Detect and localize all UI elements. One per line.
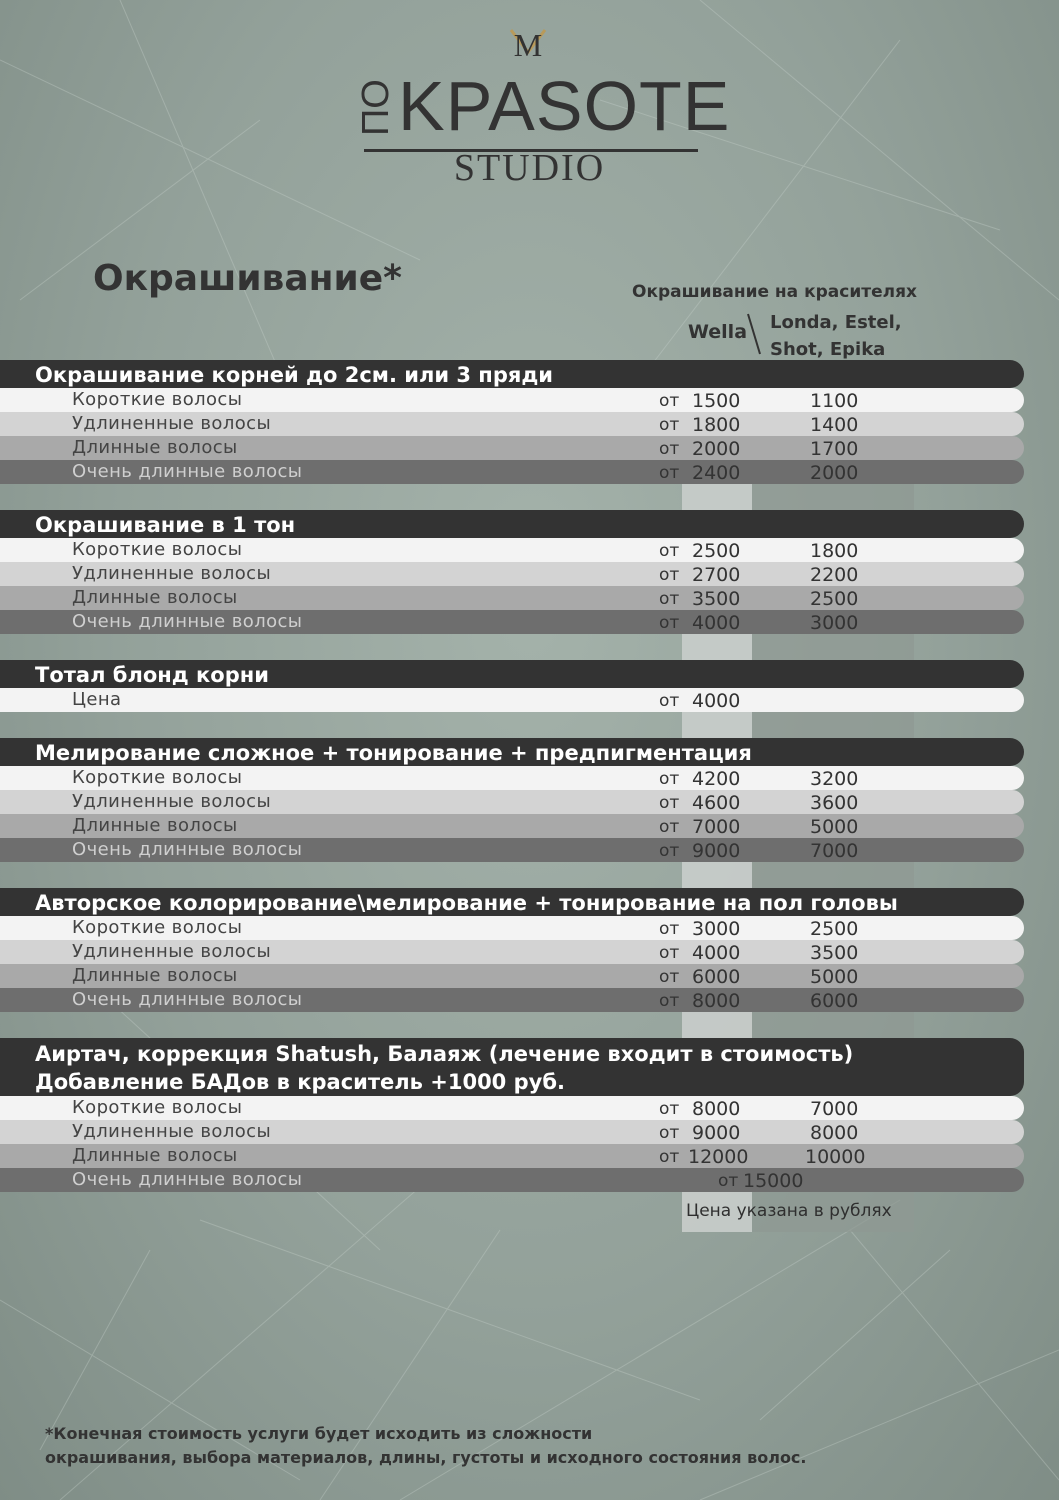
row-label: Длинные волосы: [72, 1145, 238, 1166]
row-label: Очень длинные волосы: [72, 839, 303, 860]
londa-price: 6000: [810, 990, 859, 1012]
page-title: Окрашивание*: [93, 258, 402, 299]
row-label: Короткие волосы: [72, 389, 243, 410]
row-label: Удлиненные волосы: [72, 941, 272, 962]
price-row: [0, 562, 1024, 586]
price-prefix: от: [659, 541, 680, 561]
section-highlighting: [0, 738, 1059, 862]
price-row: [0, 1168, 1024, 1192]
footnote: [45, 1422, 807, 1470]
londa-price: 3600: [810, 792, 859, 814]
price-row: [0, 586, 1024, 610]
section-title-line2: Добавление БАДов в краситель +1000 руб.: [35, 1070, 565, 1094]
wella-price: 1500: [692, 390, 741, 412]
price-row: [0, 1096, 1024, 1120]
londa-price: 2500: [810, 918, 859, 940]
brand-logo: [0, 22, 1059, 192]
section-title: Тотал блонд корни: [0, 660, 1024, 688]
section-one-tone: [0, 510, 1059, 634]
row-label: Короткие волосы: [72, 917, 243, 938]
column-divider-slash: [744, 310, 764, 356]
row-label: Очень длинные волосы: [72, 989, 303, 1010]
row-label: Очень длинные волосы: [72, 461, 303, 482]
wella-price: 2000: [692, 438, 741, 460]
wella-price: 4000: [692, 612, 741, 634]
price-prefix: от: [659, 1147, 680, 1167]
section-total-blond: [0, 660, 1059, 712]
price-row: [0, 460, 1024, 484]
footnote-line2: окрашивания, выбора материалов, длины, густоты и исходного состояния волос.: [45, 1448, 807, 1467]
price-row: [0, 988, 1024, 1012]
price-row: [0, 1120, 1024, 1144]
londa-price: 2200: [810, 564, 859, 586]
price-prefix: от: [659, 967, 680, 987]
row-label: Цена: [72, 689, 122, 710]
price-row: [0, 790, 1024, 814]
row-label: Длинные волосы: [72, 815, 238, 836]
wella-price: 3500: [692, 588, 741, 610]
unified-price: 15000: [743, 1170, 804, 1192]
price-prefix: от: [659, 943, 680, 963]
wella-price: 9000: [692, 840, 741, 862]
row-label: Длинные волосы: [72, 437, 238, 458]
price-row: [0, 838, 1024, 862]
price-row: [0, 916, 1024, 940]
wella-price: 6000: [692, 966, 741, 988]
londa-price: 1800: [810, 540, 859, 562]
wella-price: 4000: [692, 942, 741, 964]
logo-studio: STUDIO: [453, 147, 606, 189]
price-prefix: от: [718, 1171, 739, 1191]
wella-price: 8000: [692, 990, 741, 1012]
row-label: Длинные волосы: [72, 965, 238, 986]
londa-column-header: [770, 309, 902, 363]
londa-price: 10000: [805, 1146, 866, 1168]
wella-price: 8000: [692, 1098, 741, 1120]
wella-column-header: Wella: [688, 321, 748, 343]
price-prefix: от: [659, 817, 680, 837]
price-row: [0, 436, 1024, 460]
price-prefix: от: [659, 439, 680, 459]
section-title: Окрашивание в 1 тон: [0, 510, 1024, 538]
londa-price: 7000: [810, 1098, 859, 1120]
price-prefix: от: [659, 589, 680, 609]
row-label: Очень длинные волосы: [72, 611, 303, 632]
londa-header-line2: Shot, Epika: [770, 339, 886, 360]
row-label: Короткие волосы: [72, 1097, 243, 1118]
londa-header-line1: Londa, Estel,: [770, 312, 902, 333]
wella-price: 12000: [688, 1146, 749, 1168]
section-title: [0, 1038, 1024, 1096]
row-label: Длинные волосы: [72, 587, 238, 608]
londa-price: 1100: [810, 390, 859, 412]
logo-m-emblem: [503, 22, 553, 62]
section-title: Окрашивание корней до 2см. или 3 пряди: [0, 360, 1024, 388]
wella-price: 7000: [692, 816, 741, 838]
londa-price: 1700: [810, 438, 859, 460]
price-row: [0, 1144, 1024, 1168]
price-row: [0, 766, 1024, 790]
price-prefix: от: [659, 769, 680, 789]
londa-price: 2500: [810, 588, 859, 610]
wella-price: 4600: [692, 792, 741, 814]
price-row: [0, 412, 1024, 436]
londa-price: 5000: [810, 816, 859, 838]
price-prefix: от: [659, 565, 680, 585]
footnote-line1: *Конечная стоимость услуги будет исходить из сложности: [45, 1424, 593, 1443]
price-prefix: от: [659, 991, 680, 1011]
wella-price: 2700: [692, 564, 741, 586]
wella-price: 9000: [692, 1122, 741, 1144]
price-prefix: от: [659, 841, 680, 861]
logo-prefix: ПО: [355, 79, 397, 136]
wella-price: 4000: [692, 690, 741, 712]
dyes-column-group-header: Окрашивание на красителях: [632, 282, 917, 302]
londa-price: 2000: [810, 462, 859, 484]
londa-price: 3000: [810, 612, 859, 634]
section-title: Мелирование сложное + тонирование + предпигментация: [0, 738, 1024, 766]
logo-m-letter: M: [513, 27, 543, 62]
londa-price: 3500: [810, 942, 859, 964]
row-label: Короткие волосы: [72, 767, 243, 788]
row-label: Удлиненные волосы: [72, 1121, 272, 1142]
logo-wordmark: KPASOTE: [398, 67, 731, 145]
price-row: [0, 940, 1024, 964]
londa-price: 1400: [810, 414, 859, 436]
price-prefix: от: [659, 415, 680, 435]
price-prefix: от: [659, 613, 680, 633]
londa-price: 3200: [810, 768, 859, 790]
row-label: Короткие волосы: [72, 539, 243, 560]
wella-price: 1800: [692, 414, 741, 436]
price-row: [0, 610, 1024, 634]
londa-price: 8000: [810, 1122, 859, 1144]
wella-price: 2500: [692, 540, 741, 562]
londa-price: 7000: [810, 840, 859, 862]
price-prefix: от: [659, 919, 680, 939]
wella-price: 3000: [692, 918, 741, 940]
section-title: Авторское колорирование\мелирование + тонирование на пол головы: [0, 888, 1024, 916]
price-row: [0, 814, 1024, 838]
londa-price: 5000: [810, 966, 859, 988]
price-row: [0, 688, 1024, 712]
section-title-line1: Аиртач, коррекция Shatush, Балаяж (лечение входит в стоимость): [35, 1042, 854, 1066]
price-row: [0, 388, 1024, 412]
price-prefix: от: [659, 391, 680, 411]
wella-price: 2400: [692, 462, 741, 484]
price-row: [0, 538, 1024, 562]
price-prefix: от: [659, 463, 680, 483]
price-row: [0, 964, 1024, 988]
price-prefix: от: [659, 1123, 680, 1143]
wella-price: 4200: [692, 768, 741, 790]
price-prefix: от: [659, 1099, 680, 1119]
price-prefix: от: [659, 691, 680, 711]
row-label: Удлиненные волосы: [72, 413, 272, 434]
section-author-coloring: [0, 888, 1059, 1012]
row-label: Очень длинные волосы: [72, 1169, 303, 1190]
row-label: Удлиненные волосы: [72, 563, 272, 584]
section-roots: [0, 360, 1059, 484]
section-airtouch: [0, 1038, 1059, 1192]
row-label: Удлиненные волосы: [72, 791, 272, 812]
price-prefix: от: [659, 793, 680, 813]
currency-note: Цена указана в рублях: [686, 1201, 892, 1221]
